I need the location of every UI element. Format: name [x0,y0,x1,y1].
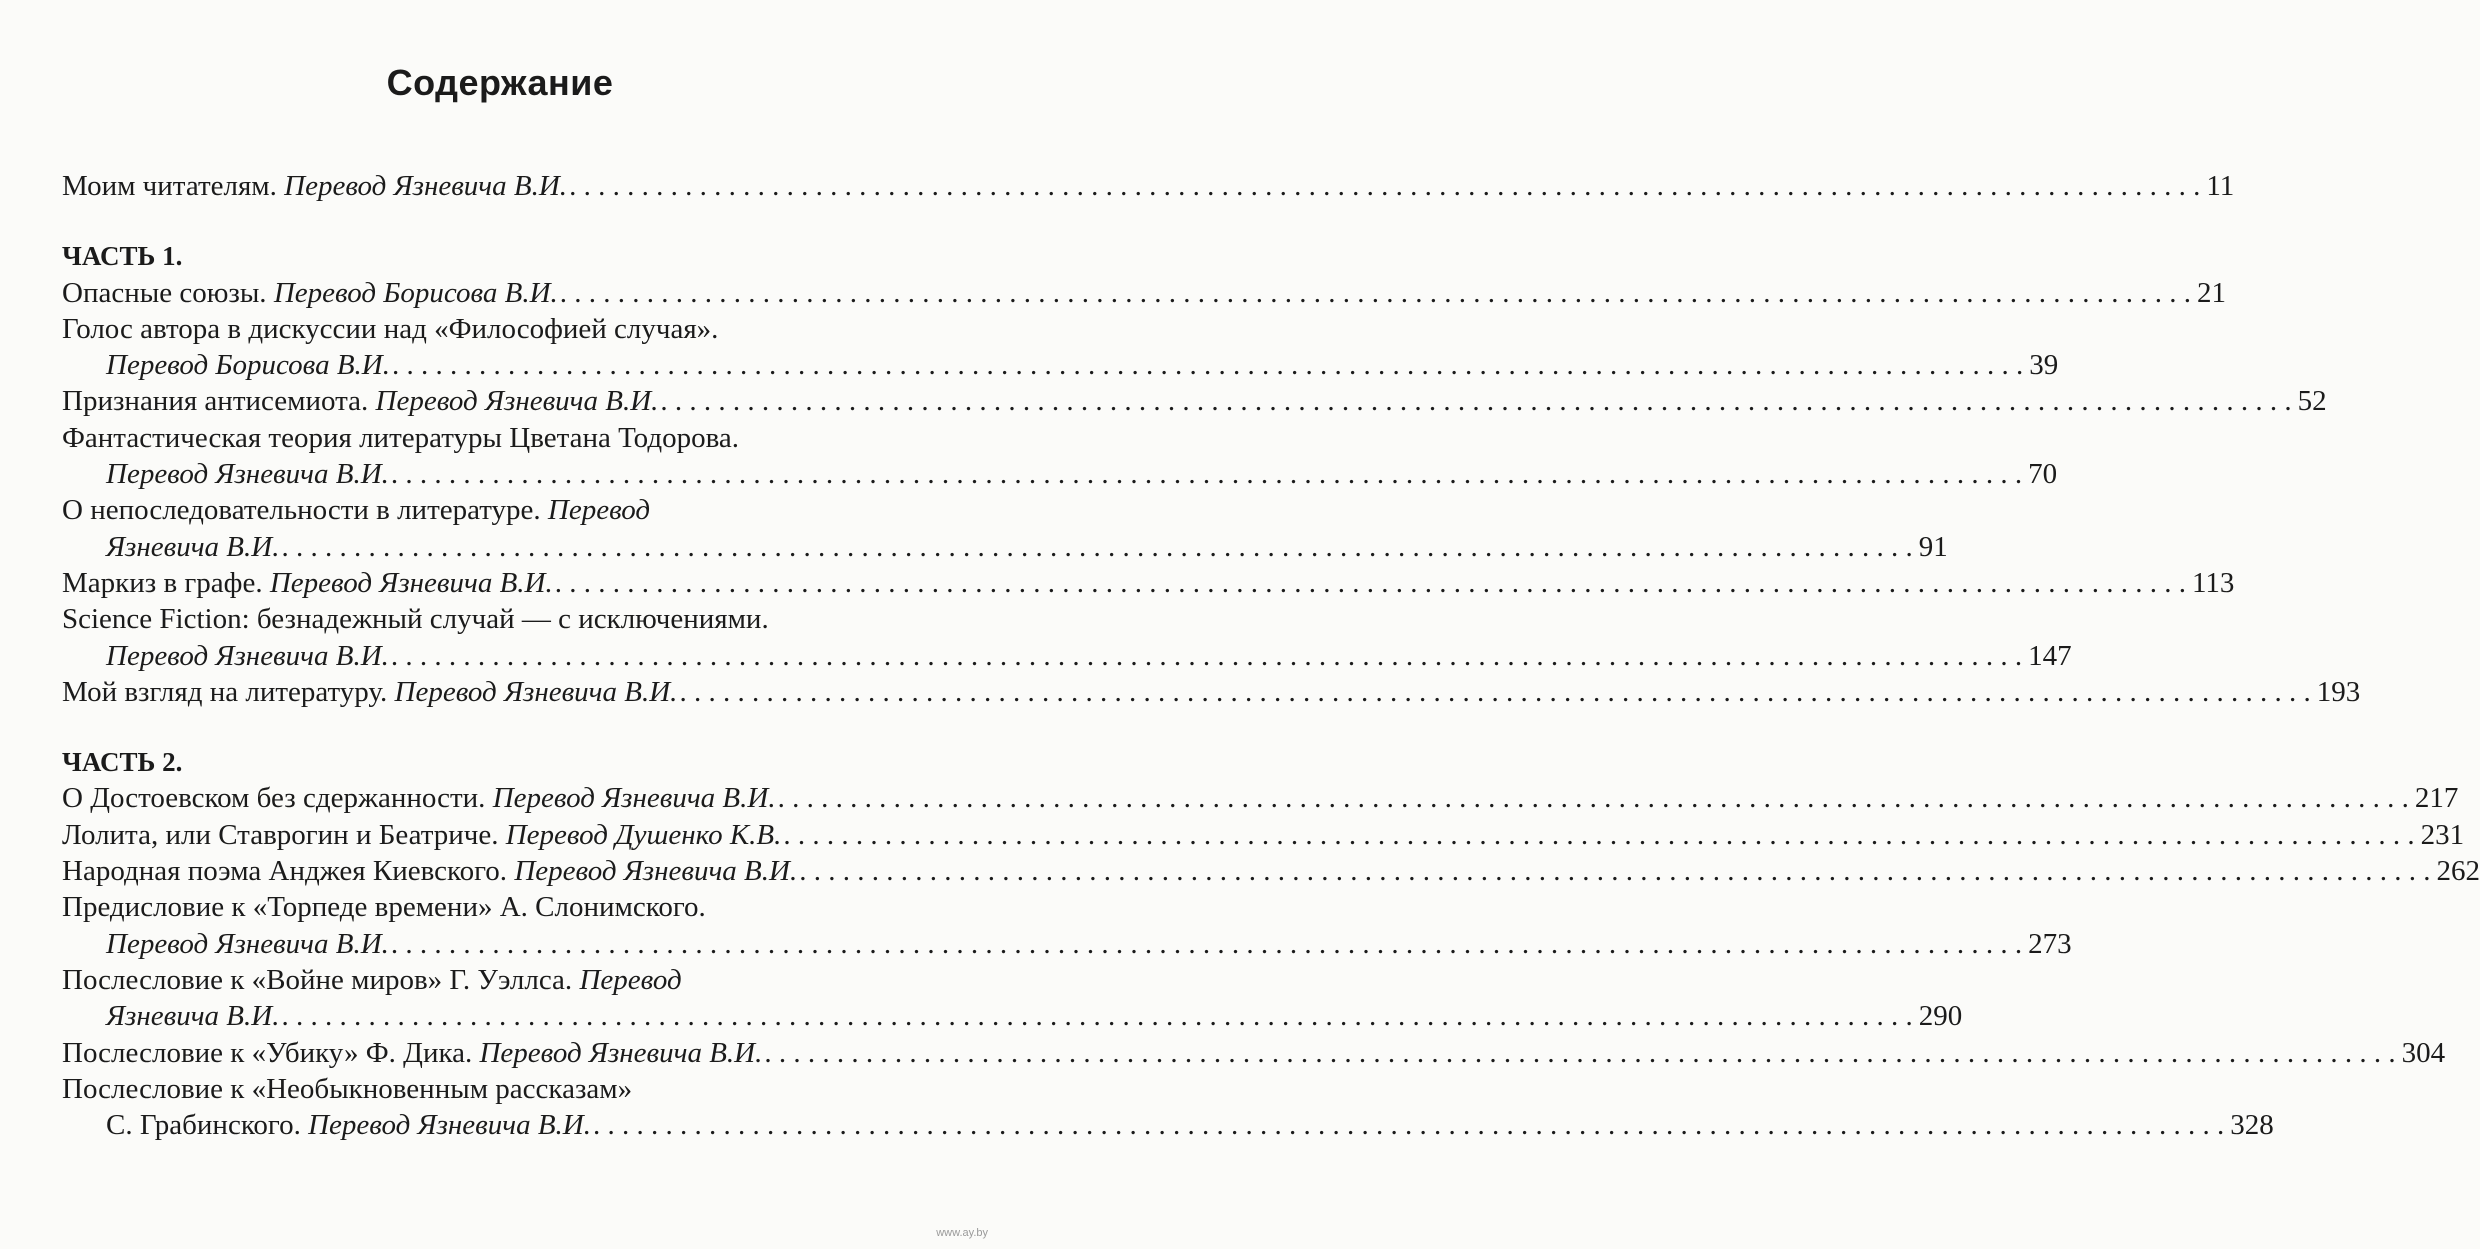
entry-translator: Перевод [579,963,682,996]
toc-entry[interactable] [62,1035,2446,1071]
page-number: 39 [2029,349,2059,382]
entry-translator: Перевод Борисова В.И. [106,349,390,382]
entry-text [106,529,279,565]
entry-title: Предисловие к «Торпеде времени» А. Слонимского. [62,891,706,924]
entry-title-continued: С. Грабинского. [106,1109,301,1142]
entry-title: Science Fiction: безнадежный случай — с исключениями. [62,603,769,636]
leader-dots [389,638,2024,674]
entry-title: Признания антисемиота. [62,385,369,418]
entry-text [62,889,706,925]
leader-dots [279,998,1914,1034]
page-number: 91 [1918,530,1948,563]
page-number: 262 [2436,855,2480,888]
leader-dots [553,565,2188,601]
toc-entry[interactable] [62,420,928,456]
page-number: 113 [2192,566,2235,599]
entry-translator: Перевод Язневича В.И. [284,170,568,202]
toc-entry-continuation[interactable] [62,926,2072,962]
entry-translator: Перевод Язневича В.И. [269,566,553,599]
entry-title: Лолита, или Ставрогин и Беатриче. [62,818,499,851]
entry-translator: Перевод Язневича В.И. [394,675,678,708]
leader-dots [658,383,2293,419]
toc-entry-continuation[interactable] [62,347,2059,383]
entry-translator: Перевод Язневича В.И. [106,458,389,491]
part-2-entries [62,780,2480,1143]
leader-dots [279,529,1914,565]
entry-text [106,638,389,674]
entry-translator: Перевод Душенко К.В. [505,818,782,851]
page-number: 147 [2028,639,2072,672]
entry-text [62,674,677,710]
page-number: 21 [2197,276,2227,309]
toc-entry[interactable] [62,565,2235,601]
entry-text [62,817,781,853]
entry-text [62,853,797,889]
watermark: www.ay.by [936,1227,988,1239]
entry-title: Послесловие к «Необыкновенным рассказам» [62,1072,633,1105]
entry-title: О Достоевском без сдержанности. [62,782,486,815]
toc-entry-continuation[interactable] [62,638,2072,674]
entry-text [62,1035,762,1071]
entry-text [62,780,776,816]
entry-title: Мой взгляд на литературу. [62,675,388,708]
toc-entry[interactable] [62,817,2465,853]
toc-entry-continuation[interactable] [62,529,1948,565]
toc-entry[interactable] [62,1071,928,1107]
leader-dots [567,168,2202,204]
entry-text [62,1071,632,1107]
leader-dots [677,674,2312,710]
entry-translator: Язневича В.И. [106,1000,280,1033]
toc-entry[interactable] [62,311,928,347]
toc-entry-continuation[interactable] [62,456,2058,492]
toc-entry[interactable] [62,383,2327,419]
entry-text [106,1107,591,1143]
toc-entry-continuation[interactable] [62,1107,2274,1143]
toc-entry[interactable] [62,962,928,998]
leader-dots [776,780,2411,816]
entry-title: Голос автора в дискуссии над «Философией случая». [62,312,719,345]
page-number: 11 [2206,170,2235,202]
part-1-heading: ЧАСТЬ 1. [62,241,183,272]
leader-dots [389,926,2024,962]
entry-text [106,456,389,492]
page-number: 231 [2420,818,2465,851]
entry-text [62,492,650,528]
toc-entry[interactable] [62,601,928,637]
page-number: 217 [2414,782,2459,815]
entry-translator: Перевод Язневича В.И. [479,1036,763,1069]
entry-text [106,998,279,1034]
page-title: Содержание [386,62,614,103]
leader-dots [591,1107,2226,1143]
entry-title: Моим читателям. [62,170,277,202]
entry-title: Опасные союзы. [62,276,267,309]
leader-dots [762,1035,2397,1071]
entry-title: Народная поэма Анджея Киевского. [62,855,508,888]
entry-title: Послесловие к «Убику» Ф. Дика. [62,1036,473,1069]
leader-dots [797,853,2432,889]
entry-title: Послесловие к «Войне миров» Г. Уэллса. [62,963,573,996]
page-number: 290 [1918,1000,1963,1033]
toc-entry-intro[interactable] [62,168,2235,204]
entry-text [62,275,558,311]
entry-translator: Перевод Язневича В.И. [375,385,659,418]
table-of-contents [62,168,2480,1143]
toc-entry[interactable] [62,780,2459,816]
entry-text [62,962,682,998]
entry-translator: Перевод [547,494,651,527]
entry-text [62,565,553,601]
entry-translator: Перевод Язневича В.И. [308,1109,592,1142]
entry-translator: Перевод Борисова В.И. [273,276,558,309]
page-number: 52 [2297,385,2327,418]
leader-dots [558,275,2193,311]
entry-text [62,601,769,637]
part-2-heading: ЧАСТЬ 2. [62,747,183,778]
entry-text [106,347,390,383]
entry-translator: Перевод Язневича В.И. [106,927,389,960]
entry-text [62,311,718,347]
entry-translator: Перевод Язневича В.И. [106,639,389,672]
entry-text [62,420,739,456]
entry-translator: Язневича В.И. [106,530,280,563]
toc-entry[interactable] [62,492,928,528]
leader-dots [389,456,2024,492]
page-number: 70 [2028,458,2058,491]
page-number: 304 [2401,1036,2446,1069]
toc-entry[interactable] [62,853,2480,889]
leader-dots [781,817,2416,853]
toc-entry[interactable] [62,889,928,925]
entry-title: Маркиз в графе. [62,566,263,599]
entry-translator: Перевод Язневича В.И. [514,855,798,888]
toc-entry[interactable] [62,674,2361,710]
part-1-entries [62,275,2361,711]
entry-text [62,383,658,419]
entry-translator: Перевод Язневича В.И. [492,782,776,815]
entry-title: Фантастическая теория литературы Цветана Тодорова. [62,421,740,454]
toc-entry[interactable] [62,275,2227,311]
leader-dots [390,347,2025,383]
entry-title: О непоследовательности в литературе. [62,494,541,527]
page-number: 273 [2028,927,2072,960]
toc-entry-continuation[interactable] [62,998,1963,1034]
page-number: 328 [2230,1109,2274,1142]
page-number: 193 [2316,675,2361,708]
entry-text [106,926,389,962]
